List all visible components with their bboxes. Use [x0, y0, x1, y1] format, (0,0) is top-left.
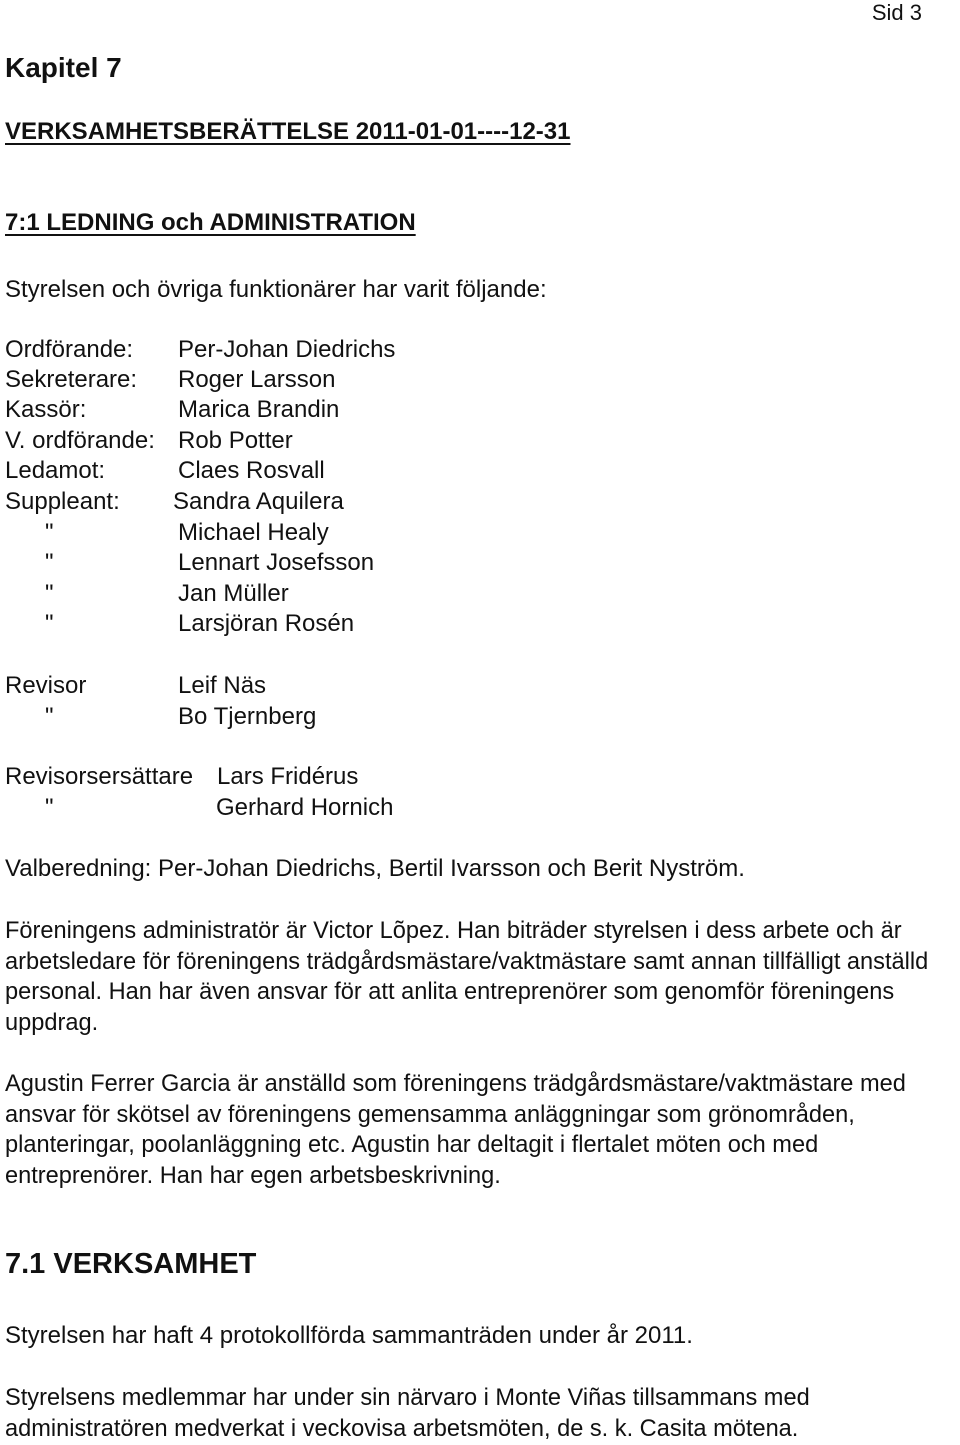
member-name: Gerhard Hornich — [216, 794, 394, 821]
member-name: Marica Brandin — [178, 396, 340, 423]
member-name: Per-Johan Diedrichs — [178, 336, 396, 363]
chapter-title: Kapitel 7 — [5, 52, 122, 83]
verksamhet-heading: 7.1 VERKSAMHET — [5, 1248, 257, 1280]
member-name: Leif Näs — [178, 672, 267, 699]
member-name: Roger Larsson — [178, 366, 336, 393]
report-heading: VERKSAMHETSBERÄTTELSE 2011-01-01----12-31 — [5, 118, 571, 145]
member-name: Jan Müller — [178, 580, 289, 607]
role-label: Sekreterare: — [5, 366, 138, 393]
intro-text: Styrelsen och övriga funktionärer har varit följande: — [5, 276, 547, 303]
administrator-paragraph: Föreningens administratör är Victor Lõpez. Han biträder styrelsen i dess arbete och är arbetsledare för föreningens trädgårdsmästare/vaktmästare samt annan tillfälligt anställd personal. Han har även ansvar för att anlita entreprenörer som genomför föreningens uppdrag. — [5, 918, 929, 1036]
role-label: Ordförande: — [5, 336, 134, 363]
ditto-mark: " — [45, 610, 54, 637]
role-label: Revisor — [5, 672, 87, 699]
casita-paragraph: Styrelsens medlemmar har under sin närvaro i Monte Viñas tillsammans med administratören medverkat i veckovisa arbetsmöten, de s. k. Casita mötena. — [5, 1385, 810, 1442]
member-name: Lennart Josefsson — [178, 549, 375, 576]
member-name: Bo Tjernberg — [178, 703, 317, 730]
section-heading: 7:1 LEDNING och ADMINISTRATION — [5, 209, 416, 236]
gardener-paragraph: Agustin Ferrer Garcia är anställd som föreningens trädgårdsmästare/vaktmästare med ansvar för skötsel av föreningens gemensamma anläggningar som grönområden, planteringar, poolanläggning etc. Agustin har deltagit i flertalet möten och med entreprenörer. Han har egen arbetsbeskrivning. — [5, 1071, 906, 1189]
ditto-mark: " — [45, 794, 54, 821]
ditto-mark: " — [45, 549, 54, 576]
role-label: Ledamot: — [5, 457, 106, 484]
role-label: Revisorsersättare — [5, 763, 194, 790]
member-name: Larsjöran Rosén — [178, 610, 355, 637]
role-label: Kassör: — [5, 396, 87, 423]
member-name: Michael Healy — [178, 519, 329, 546]
ditto-mark: " — [45, 519, 54, 546]
page-number: Sid 3 — [871, 0, 922, 25]
ditto-mark: " — [45, 703, 54, 730]
member-name: Lars Fridérus — [217, 763, 359, 790]
role-label: Suppleant: — [5, 488, 120, 515]
member-name: Sandra Aquilera — [173, 488, 344, 515]
ditto-mark: " — [45, 580, 54, 607]
nomination-committee: Valberedning: Per-Johan Diedrichs, Bertil Ivarsson och Berit Nyström. — [5, 855, 745, 882]
meetings-sentence: Styrelsen har haft 4 protokollförda sammanträden under år 2011. — [5, 1322, 693, 1349]
member-name: Claes Rosvall — [178, 457, 325, 484]
member-name: Rob Potter — [178, 427, 293, 454]
role-label: V. ordförande: — [5, 427, 155, 454]
